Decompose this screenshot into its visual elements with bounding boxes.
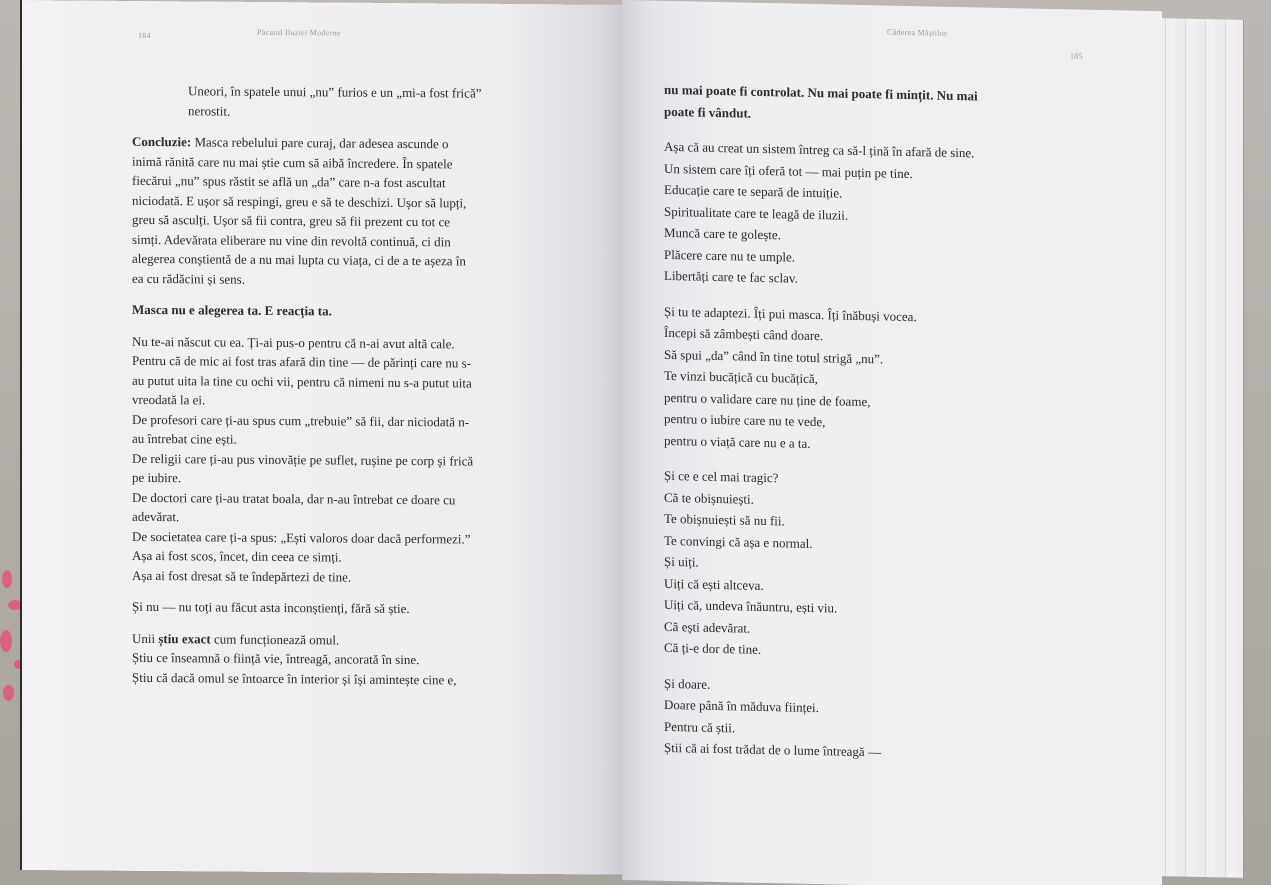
paragraph-line: adevărat. bbox=[132, 508, 180, 525]
bold-opening bbox=[664, 79, 1094, 131]
conclusion-line: inimă rănită care nu mai știe cum să aibă încredere. În spatele bbox=[132, 153, 453, 171]
left-page-body bbox=[132, 81, 562, 702]
right-page-body bbox=[664, 79, 1094, 782]
origin-paragraph bbox=[132, 331, 562, 588]
paragraph-line: De religii care ți-au pus vinovăție pe suflet, rușine pe corp și frică bbox=[132, 450, 474, 469]
left-page-number: 184 bbox=[138, 30, 151, 41]
right-page-number: 185 bbox=[1070, 51, 1083, 61]
stanza-line: pentru o iubire care nu te vede, bbox=[664, 410, 826, 430]
unconscious-line: Și nu — nu toți au făcut asta inconștienți, fără să știe. bbox=[132, 598, 410, 617]
paragraph-line: Nu te-ai născut cu ea. Ți-ai pus-o pentru că n-ai avut altă cale. bbox=[132, 333, 455, 351]
stanza-line: Educație care te separă de intuiție. bbox=[664, 181, 843, 201]
stanza-line: Libertăți care te fac sclav. bbox=[664, 267, 798, 286]
conclusion-first-line: Masca rebelului pare curaj, dar adesea ascunde o bbox=[191, 134, 449, 152]
know-line-3: Știu că dacă omul se întoarce în interior și își amintește cine e, bbox=[132, 669, 457, 687]
stanza-line: Și tu te adaptezi. Îți pui masca. Îți înăbuși vocea. bbox=[664, 303, 917, 324]
stanza-pain bbox=[664, 672, 1094, 767]
bold-line-2: poate fi vândut. bbox=[664, 103, 752, 121]
stanza-line: Că ești adevărat. bbox=[664, 618, 751, 636]
stanza-line: Muncă care te golește. bbox=[664, 224, 781, 243]
stanza-line: Și ce e cel mai tragic? bbox=[664, 467, 779, 486]
know-exactly-emphasis: știu exact bbox=[158, 630, 211, 646]
know-line-1: Unii știu exact cum funcționează omul. bbox=[132, 630, 340, 647]
mask-heading: Masca nu e alegerea ta. E reacția ta. bbox=[132, 301, 332, 319]
left-page bbox=[22, 0, 628, 875]
stanza-line: Știi că ai fost trădat de o lume întreagă — bbox=[664, 739, 881, 760]
stanza-line: Uiți că ești altceva. bbox=[664, 575, 764, 593]
stanza-line: Doare până în măduva ființei. bbox=[664, 696, 819, 716]
paragraph-line: vreodată la ei. bbox=[132, 391, 206, 408]
bold-line-1: nu mai poate fi controlat. Nu mai poate fi mințit. Nu mai bbox=[664, 81, 978, 104]
know-line-2: Știu ce înseamnă o ființă vie, întreagă, ancorată în sine. bbox=[132, 649, 420, 668]
stanza-line: Începi să zâmbești când doare. bbox=[664, 324, 824, 344]
paragraph-line: De doctori care ți-au tratat boala, dar n-au întrebat ce doare cu bbox=[132, 489, 456, 507]
conclusion-label: Concluzie: bbox=[132, 133, 192, 150]
stanza-line: Să spui „da” când în tine totul strigă „nu”. bbox=[664, 346, 884, 366]
paragraph-line: Pentru că de mic ai fost tras afară din tine — de părinți care nu s- bbox=[132, 352, 471, 371]
stanza-line: Uiți că, undeva înăuntru, ești viu. bbox=[664, 596, 838, 616]
page-edges-stack bbox=[1155, 18, 1243, 878]
conclusion-line: greu să asculți. Ușor să fii contra, greu să fii prezent cu tot ce bbox=[132, 211, 451, 230]
right-page bbox=[622, 0, 1162, 885]
know-exactly-block bbox=[132, 628, 562, 690]
intro-block bbox=[132, 81, 562, 123]
stanza-line: Și doare. bbox=[664, 675, 711, 692]
paragraph-line: Așa ai fost dresat să te îndepărtezi de tine. bbox=[132, 567, 352, 585]
intro-line-1: Uneori, în spatele unui „nu” furios e un „mi-a fost frică” bbox=[188, 83, 482, 101]
paragraph-line: De profesori care ți-au spus cum „trebuie” să fii, dar niciodată n- bbox=[132, 411, 470, 430]
stanza-line: pentru o validare care nu ține de foame, bbox=[664, 389, 871, 409]
stanza-line: pentru o viață care nu e a ta. bbox=[664, 432, 811, 451]
stanza-line: Un sistem care îți oferă tot — mai puțin pe tine. bbox=[664, 160, 913, 181]
stanza-line: Și uiți. bbox=[664, 553, 699, 570]
stanza-line: Te vinzi bucățică cu bucățică, bbox=[664, 367, 818, 387]
stanza-tragic bbox=[664, 465, 1094, 668]
conclusion-line: ea cu rădăcini și sens. bbox=[132, 270, 245, 287]
conclusion-line: niciodată. E ușor să respingi, greu e să te deschizi. Ușor să lupți, bbox=[132, 192, 467, 210]
stanza-line: Te convingi că așa e normal. bbox=[664, 532, 813, 551]
stanza-line: Plăcere care nu te umple. bbox=[664, 246, 796, 265]
conclusion-line: fiecărui „nu” spus răstit se află un „da” care n-a fost ascultat bbox=[132, 172, 446, 191]
stanza-line: Că te obișnuiești. bbox=[664, 489, 754, 507]
paragraph-line: De societatea care ți-a spus: „Ești valoros doar dacă performezi.” bbox=[132, 528, 471, 547]
conclusion-line bbox=[132, 132, 562, 155]
stanza-adapt bbox=[664, 300, 1094, 460]
paragraph-line: Așa ai fost scos, încet, din ceea ce simți. bbox=[132, 547, 342, 565]
stanza-line: Pentru că știi. bbox=[664, 718, 736, 735]
stanza-line: Așa că au creat un sistem întreg ca să-l țină în afară de sine. bbox=[664, 138, 975, 161]
stanza-line: Te obișnuiești să nu fii. bbox=[664, 510, 785, 529]
conclusion-line: alegerea conștientă de a nu mai lupta cu viața, ci de a te așeza în bbox=[132, 250, 466, 269]
unconscious-line-block bbox=[132, 597, 562, 620]
intro-line-2: nerostit. bbox=[188, 102, 231, 119]
stanza-line: Că ți-e dor de tine. bbox=[664, 639, 762, 657]
paragraph-line: au putut uita la tine cu ochi vii, pentru că nimeni nu s-a putut uita bbox=[132, 372, 472, 391]
stanza-system bbox=[664, 136, 1094, 296]
paragraph-line: au întrebat cine ești. bbox=[132, 430, 237, 447]
stanza-line: Spiritualitate care te leagă de iluzii. bbox=[664, 203, 849, 223]
right-running-head: Căderea Măștilor bbox=[887, 27, 948, 38]
left-running-head: Păcatul Iluziei Moderne bbox=[257, 27, 341, 38]
mask-heading-block bbox=[132, 300, 562, 323]
conclusion-line: simți. Adevărata eliberare nu vine din revoltă continuă, ci din bbox=[132, 231, 451, 249]
paragraph-line: pe iubire. bbox=[132, 469, 182, 486]
conclusion-block bbox=[132, 132, 562, 291]
